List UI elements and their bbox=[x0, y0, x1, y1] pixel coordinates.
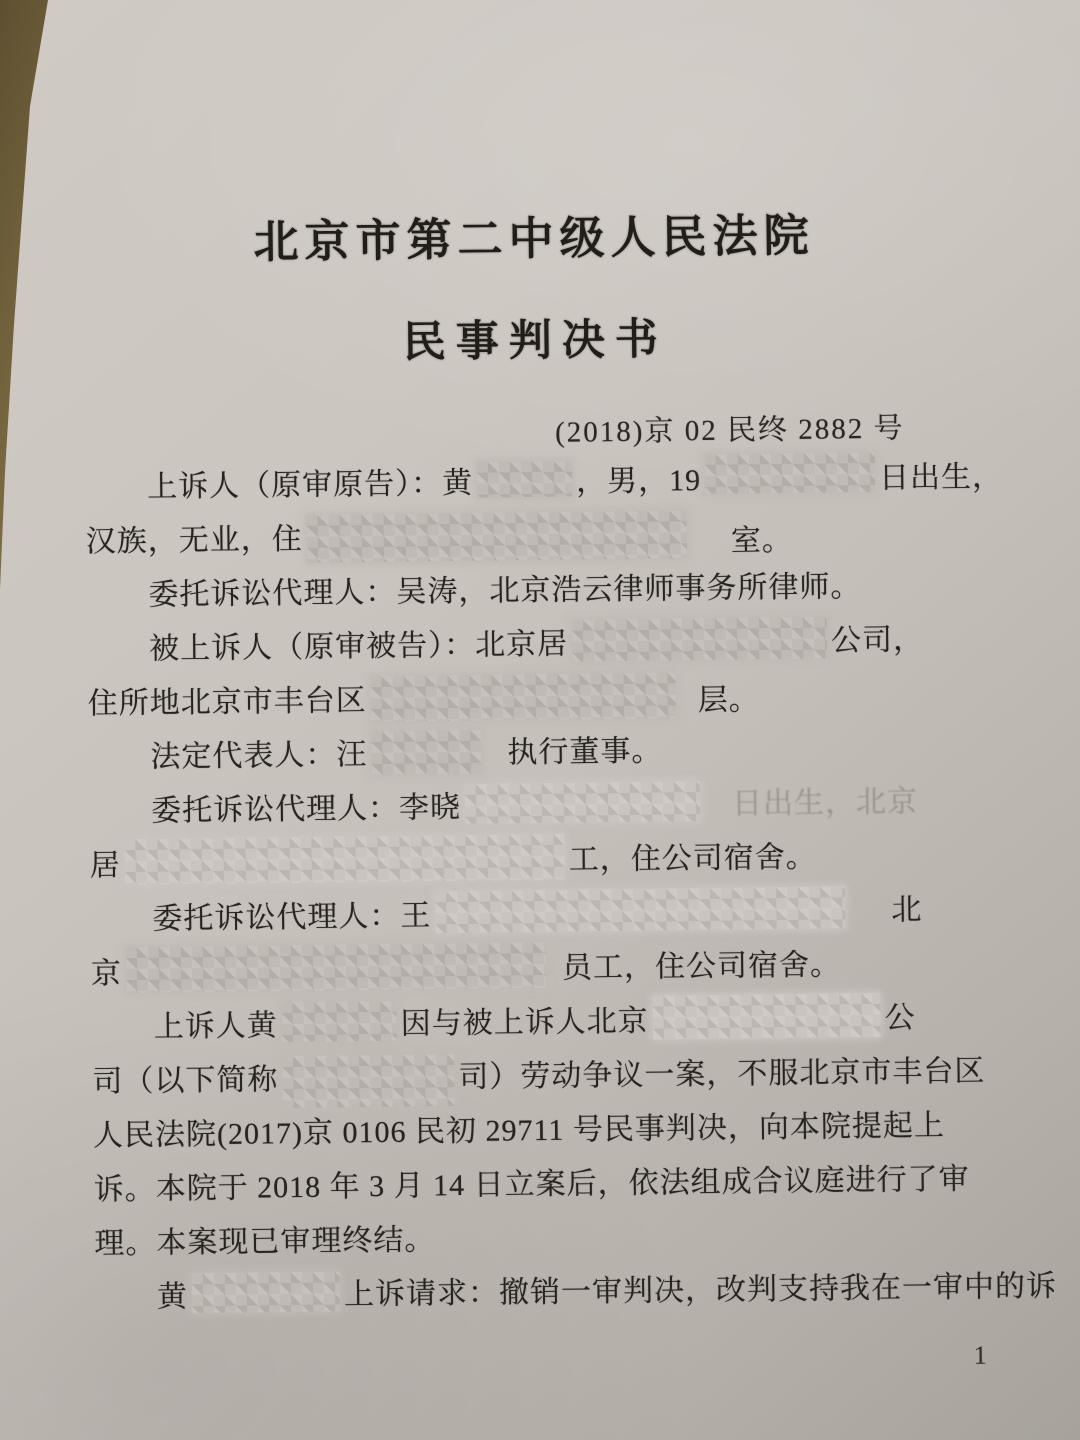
redaction-block bbox=[705, 452, 875, 494]
text-segment: 上诉请求：撤销一审判决，改判支持我在一审中的诉 bbox=[343, 1269, 1058, 1312]
text-segment: 司（以下简称 bbox=[92, 1063, 279, 1099]
redaction-block bbox=[572, 616, 827, 661]
redaction-block bbox=[281, 1001, 396, 1042]
text-segment: 居 bbox=[89, 849, 121, 883]
redaction-block bbox=[652, 993, 881, 1040]
text-segment: 委托诉讼代理人：王 bbox=[152, 899, 432, 936]
text-segment: 层。 bbox=[697, 683, 760, 718]
text-segment: 诉。本院于 2018 年 3 月 14 日立案后，依法组成合议庭进行了审 bbox=[93, 1162, 970, 1207]
doc-lines bbox=[85, 447, 1058, 1322]
text-segment: 被上诉人（原审被告）：北京居 bbox=[148, 627, 569, 666]
text-segment: 日出生， bbox=[878, 460, 1004, 495]
redaction-block bbox=[370, 672, 676, 722]
text-segment: 上诉人黄 bbox=[153, 1009, 278, 1044]
redaction-block bbox=[371, 730, 482, 775]
text-segment: 京 bbox=[90, 957, 123, 991]
spacer bbox=[849, 907, 891, 908]
text-segment: 住所地北京市丰台区 bbox=[87, 684, 367, 721]
text-segment: 理。本案现已审理终结。 bbox=[94, 1223, 436, 1261]
text-segment: 公 bbox=[884, 1001, 916, 1035]
redaction-block bbox=[282, 1054, 455, 1108]
doc-line bbox=[95, 1257, 1058, 1322]
text-segment: 人民法院(2017)京 0106 民初 29711 号民事判决，向本院提起上 bbox=[92, 1109, 946, 1153]
text-segment: 上诉人（原审原告）：黄 bbox=[146, 466, 474, 504]
document-type-title: 民事判决书 bbox=[402, 314, 669, 368]
redaction-block bbox=[192, 1271, 340, 1313]
redaction-block bbox=[126, 942, 547, 993]
text-segment: 汉族，无业，住 bbox=[85, 522, 303, 559]
faint-text-segment: 日出生，北京 bbox=[731, 785, 919, 821]
redaction-block bbox=[465, 781, 700, 824]
text-segment: 室。 bbox=[730, 523, 794, 558]
text-segment: 员工，住公司宿舍。 bbox=[561, 948, 842, 985]
text-segment: 司）劳动争议一案，不服北京市丰台区 bbox=[458, 1054, 986, 1095]
case-number: (2018)京 02 民终 2882 号 bbox=[554, 412, 905, 449]
text-segment: 因与被上诉人北京 bbox=[400, 1004, 649, 1041]
text-segment: 黄 bbox=[156, 1280, 189, 1314]
redaction-block bbox=[124, 834, 565, 885]
court-name-title: 北京市第二中级人民法院 bbox=[253, 208, 815, 269]
redaction-block bbox=[306, 510, 687, 563]
text-segment: 委托诉讼代理人：吴涛，北京浩云律师事务所律师。 bbox=[148, 570, 862, 612]
text-segment: 北 bbox=[891, 893, 923, 927]
redaction-block bbox=[477, 461, 572, 498]
text-segment: 执行董事。 bbox=[507, 734, 663, 770]
page-number: 1 bbox=[973, 1340, 987, 1370]
text-segment: 工，住公司宿舍。 bbox=[568, 840, 817, 877]
text-segment: 公司， bbox=[830, 623, 925, 658]
text-segment: ，男，19 bbox=[575, 464, 702, 499]
text-segment: 法定代表人：汪 bbox=[150, 738, 368, 774]
redaction-block bbox=[435, 886, 845, 933]
text-segment: 委托诉讼代理人：李晓 bbox=[150, 790, 462, 828]
